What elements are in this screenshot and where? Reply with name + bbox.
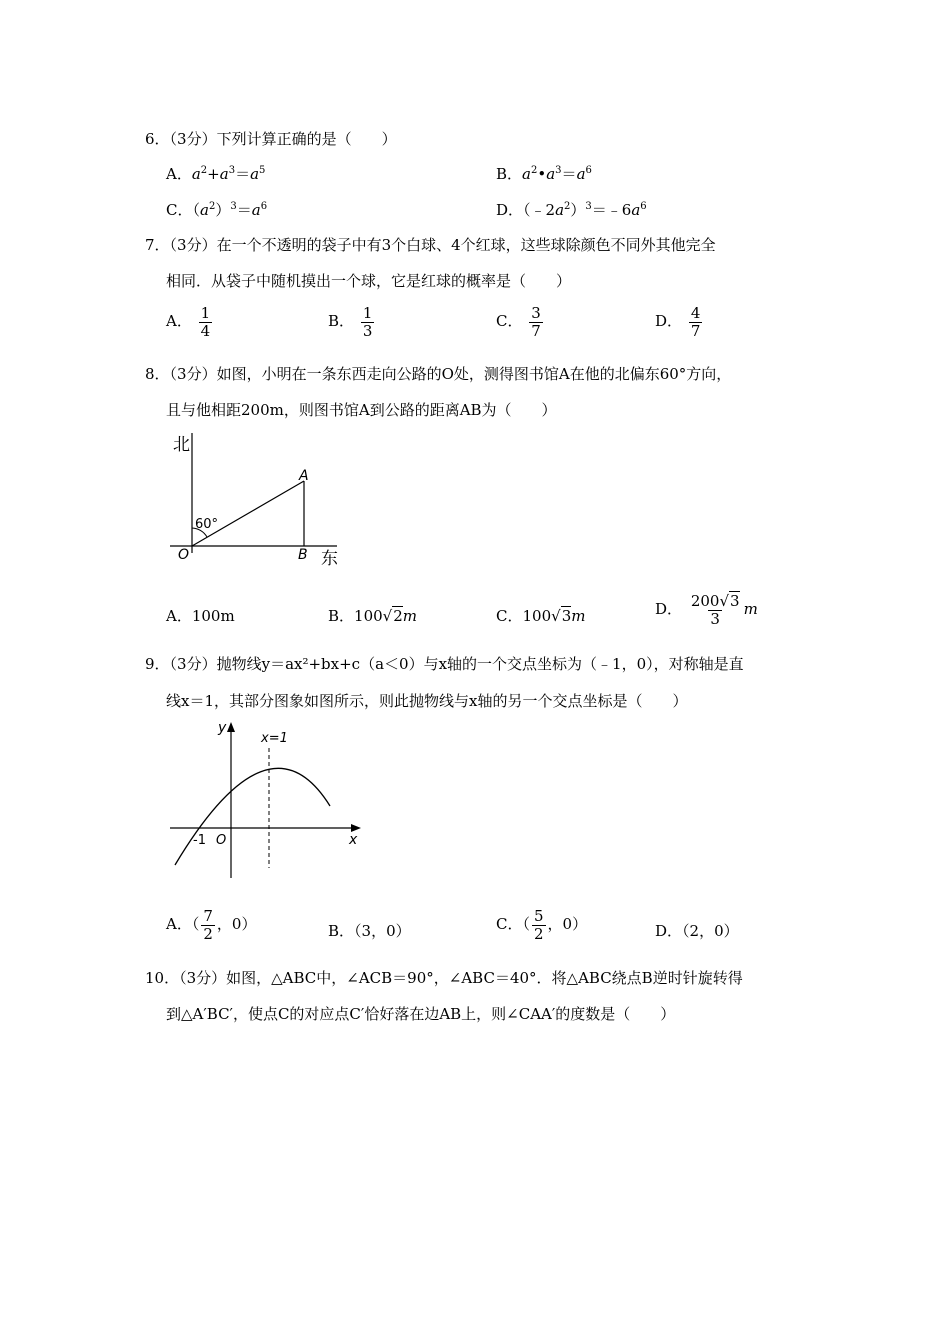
- q7-stem-line2: 相同．从袋子中随机摸出一个球，它是红球的概率是（ ）: [166, 272, 572, 290]
- q9-option-b-text: （3，0）: [354, 922, 411, 940]
- q6-option-c-label: C．: [166, 201, 193, 219]
- q10-stem-line2: 到△A′BC′，使点C的对应点C′恰好落在边AB上，则∠CAA′的度数是（ ）: [166, 1005, 676, 1023]
- q6-text: （3分）下列计算正确的是（ ）: [169, 130, 397, 148]
- q6-stem: [145, 128, 397, 149]
- angle-label: 60°: [195, 517, 219, 532]
- q8-option-c-label: C．: [496, 607, 523, 625]
- q9-number: 9．: [145, 655, 170, 673]
- q6-option-d-label: D．: [496, 201, 524, 219]
- q7-option-a-label: A．: [166, 312, 192, 330]
- q6-option-b-label: B．: [496, 165, 523, 183]
- q10-number: 10．: [145, 969, 180, 987]
- q7-text-1: （3分）在一个不透明的袋子中有3个白球、4个红球，这些球除颜色不同外其他完全: [169, 236, 716, 254]
- q8-option-b-coef: 100: [354, 607, 383, 625]
- segment-oa: [192, 481, 304, 546]
- q7-option-c-fraction: $\frac{3}{7}$: [531, 304, 541, 340]
- north-label: 北: [173, 435, 190, 455]
- q10-text-1: （3分）如图，△ABC中，∠ACB＝90°，∠ABC＝40°．将△ABC绕点B逆时针旋转得: [179, 969, 743, 987]
- point-b-label: B: [298, 547, 308, 563]
- q7-option-a-fraction: $\frac{1}{4}$: [200, 304, 211, 340]
- q6-option-a[interactable]: A．$a^2+a^3=a^5$: [166, 165, 266, 183]
- q7-option-b[interactable]: [328, 305, 376, 339]
- q9-text-1: （3分）抛物线y＝ax²+bx+c（a＜0）与x轴的一个交点坐标为（﹣1，0），对称轴是直: [169, 655, 744, 673]
- symmetry-axis-label: x=1: [261, 731, 288, 746]
- q7-option-b-label: B．: [328, 312, 355, 330]
- q8-stem-line2: 且与他相距200m，则图书馆A到公路的距离AB为（ ）: [166, 401, 557, 419]
- q8-option-c[interactable]: C．100√3m: [496, 607, 586, 625]
- q9-option-b-label: B．: [328, 922, 355, 940]
- q7-option-c[interactable]: [496, 305, 545, 339]
- q8-number: 8．: [145, 365, 170, 383]
- q9-option-d-label: D．: [655, 922, 683, 940]
- q7-number: 7．: [145, 236, 170, 254]
- q6-option-c[interactable]: C．$(a^2)^3=a^6$: [166, 201, 268, 219]
- x-axis-label: x: [349, 832, 358, 848]
- q7-option-d[interactable]: [655, 305, 704, 339]
- q8-option-d[interactable]: [655, 593, 758, 627]
- q8-option-b-label: B．: [328, 607, 355, 625]
- q9-option-c-label: C．: [496, 915, 523, 933]
- q6-option-d[interactable]: D．$(﹣2a^2)^3=﹣6a^6$: [496, 201, 647, 219]
- q9-stem-line2: 线x＝1，其部分图象如图所示，则此抛物线与x轴的另一个交点坐标是（ ）: [166, 692, 688, 710]
- q7-option-c-label: C．: [496, 312, 523, 330]
- q7-option-a[interactable]: [166, 305, 214, 339]
- q8-option-b-radicand: 2: [393, 607, 403, 625]
- q6-option-b[interactable]: B．$a^2•a^3=a^6$: [496, 165, 592, 183]
- q8-option-b[interactable]: B．100√2m: [328, 607, 418, 625]
- q9-option-a[interactable]: A．（ $\frac{7}{2}$ ，0）: [166, 907, 257, 943]
- q8-stem-line1: [145, 363, 731, 384]
- q8-figure: [165, 428, 350, 573]
- q8-option-d-unit: m: [743, 600, 758, 618]
- y-axis-arrow: [227, 722, 235, 732]
- origin-label: O: [216, 833, 227, 848]
- q8-option-d-fraction: $\frac{200√3}{3}$: [690, 592, 740, 628]
- q6-number: 6．: [145, 130, 170, 148]
- q8-option-d-label: D．: [655, 600, 683, 618]
- q7-option-d-label: D．: [655, 312, 683, 330]
- q7-stem-line1: [145, 234, 716, 255]
- q8-option-a-label: A．: [166, 607, 192, 625]
- q9-stem-line1: [145, 653, 744, 674]
- neg-one-label: -1: [193, 833, 206, 848]
- q8-option-c-unit: m: [571, 607, 586, 625]
- parabola-curve: [175, 768, 330, 865]
- q9-option-a-label: A．: [166, 915, 192, 933]
- q9-figure: [165, 718, 365, 883]
- q8-option-b-unit: m: [402, 607, 418, 625]
- y-axis-label: y: [218, 720, 227, 736]
- east-label: 东: [321, 549, 338, 569]
- q8-option-a-text: 100m: [191, 607, 235, 625]
- q9-option-d[interactable]: [655, 920, 739, 941]
- point-a-label: A: [299, 468, 309, 484]
- q8-option-c-radicand: 3: [561, 607, 572, 625]
- q9-option-d-text: （2，0）: [682, 922, 739, 940]
- point-o-label: O: [178, 547, 190, 563]
- q9-option-c[interactable]: C．（ $\frac{5}{2}$ ，0）: [496, 907, 588, 943]
- q9-option-b[interactable]: [328, 920, 411, 941]
- q9-option-c-tail: ，0）: [547, 915, 588, 933]
- q10-stem-line1: [145, 967, 743, 988]
- q7-option-d-fraction: $\frac{4}{7}$: [690, 304, 701, 340]
- q9-option-a-fraction: $\frac{7}{2}$: [203, 907, 213, 943]
- q9-option-c-fraction: $\frac{5}{2}$: [534, 907, 544, 943]
- x-axis-arrow: [351, 824, 361, 832]
- q8-text-1: （3分）如图，小明在一条东西走向公路的O处，测得图书馆A在他的北偏东60°方向，: [169, 365, 732, 383]
- q8-option-c-coef: 100: [522, 607, 552, 625]
- q7-option-b-fraction: $\frac{1}{3}$: [362, 304, 373, 340]
- q9-option-a-tail: ，0）: [216, 915, 257, 933]
- q8-option-a[interactable]: [166, 605, 235, 626]
- q6-option-a-label: A．: [166, 165, 192, 183]
